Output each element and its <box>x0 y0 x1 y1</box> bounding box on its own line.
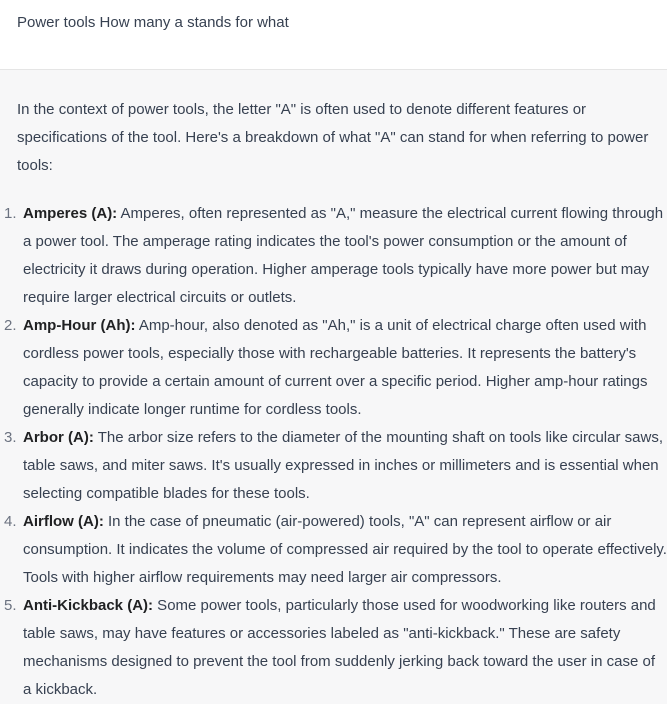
list-item-airflow <box>0 508 667 592</box>
list-item-text: Amp-hour, also denoted as "Ah," is a unit of electrical charge often used with cordless power tools, especially those with rechargeable batteries. It represents the battery's capacity to provide a certain amount of current over a specific period. Higher amp-hour ratings generally indicate longer runtime for cordless tools. <box>23 317 648 418</box>
response-list <box>0 200 667 704</box>
user-message <box>0 0 667 70</box>
list-item-number: 2. <box>4 317 17 334</box>
assistant-response <box>0 71 667 702</box>
user-message-text: Power tools How many a stands for what <box>17 14 289 31</box>
list-item-term: Airflow (A): <box>23 513 104 530</box>
list-item-anti-kickback <box>0 592 667 704</box>
list-item-number: 1. <box>4 205 17 222</box>
response-intro: In the context of power tools, the letter "A" is often used to denote different features or specifications of the tool. Here's a breakdown of what "A" can stand for when referring to power tools: <box>17 101 649 174</box>
list-item-text: The arbor size refers to the diameter of the mounting shaft on tools like circular saws, table saws, and miter saws. It's usually expressed in inches or millimeters and is essential when selecting compatible blades for these tools. <box>23 429 663 502</box>
list-item-term: Amp-Hour (Ah): <box>23 317 136 334</box>
list-item-term: Anti-Kickback (A): <box>23 597 154 614</box>
list-item-text: In the case of pneumatic (air-powered) tools, "A" can represent airflow or air consumption. It indicates the volume of compressed air required by the tool to operate effectively. Tools with higher airflow requirements may need larger air compressors. <box>23 513 667 586</box>
list-item-text: Amperes, often represented as "A," measure the electrical current flowing through a power tool. The amperage rating indicates the tool's power consumption or the amount of electricity it draws during operation. Higher amperage tools typically have more power but may require larger electrical circuits or outlets. <box>23 205 664 306</box>
list-item-text: Some power tools, particularly those used for woodworking like routers and table saws, may have features or accessories labeled as "anti-kickback." These are safety mechanisms designed to prevent the tool from suddenly jerking back toward the user in case of a kickback. <box>23 597 656 698</box>
list-item-number: 4. <box>4 513 17 530</box>
list-item-number: 5. <box>4 597 17 614</box>
list-item-term: Arbor (A): <box>23 429 94 446</box>
list-item-term: Amperes (A): <box>23 205 118 222</box>
list-item-amp-hour <box>0 312 667 424</box>
list-item-number: 3. <box>4 429 17 446</box>
list-item-amperes <box>0 200 667 312</box>
list-item-arbor <box>0 424 667 508</box>
